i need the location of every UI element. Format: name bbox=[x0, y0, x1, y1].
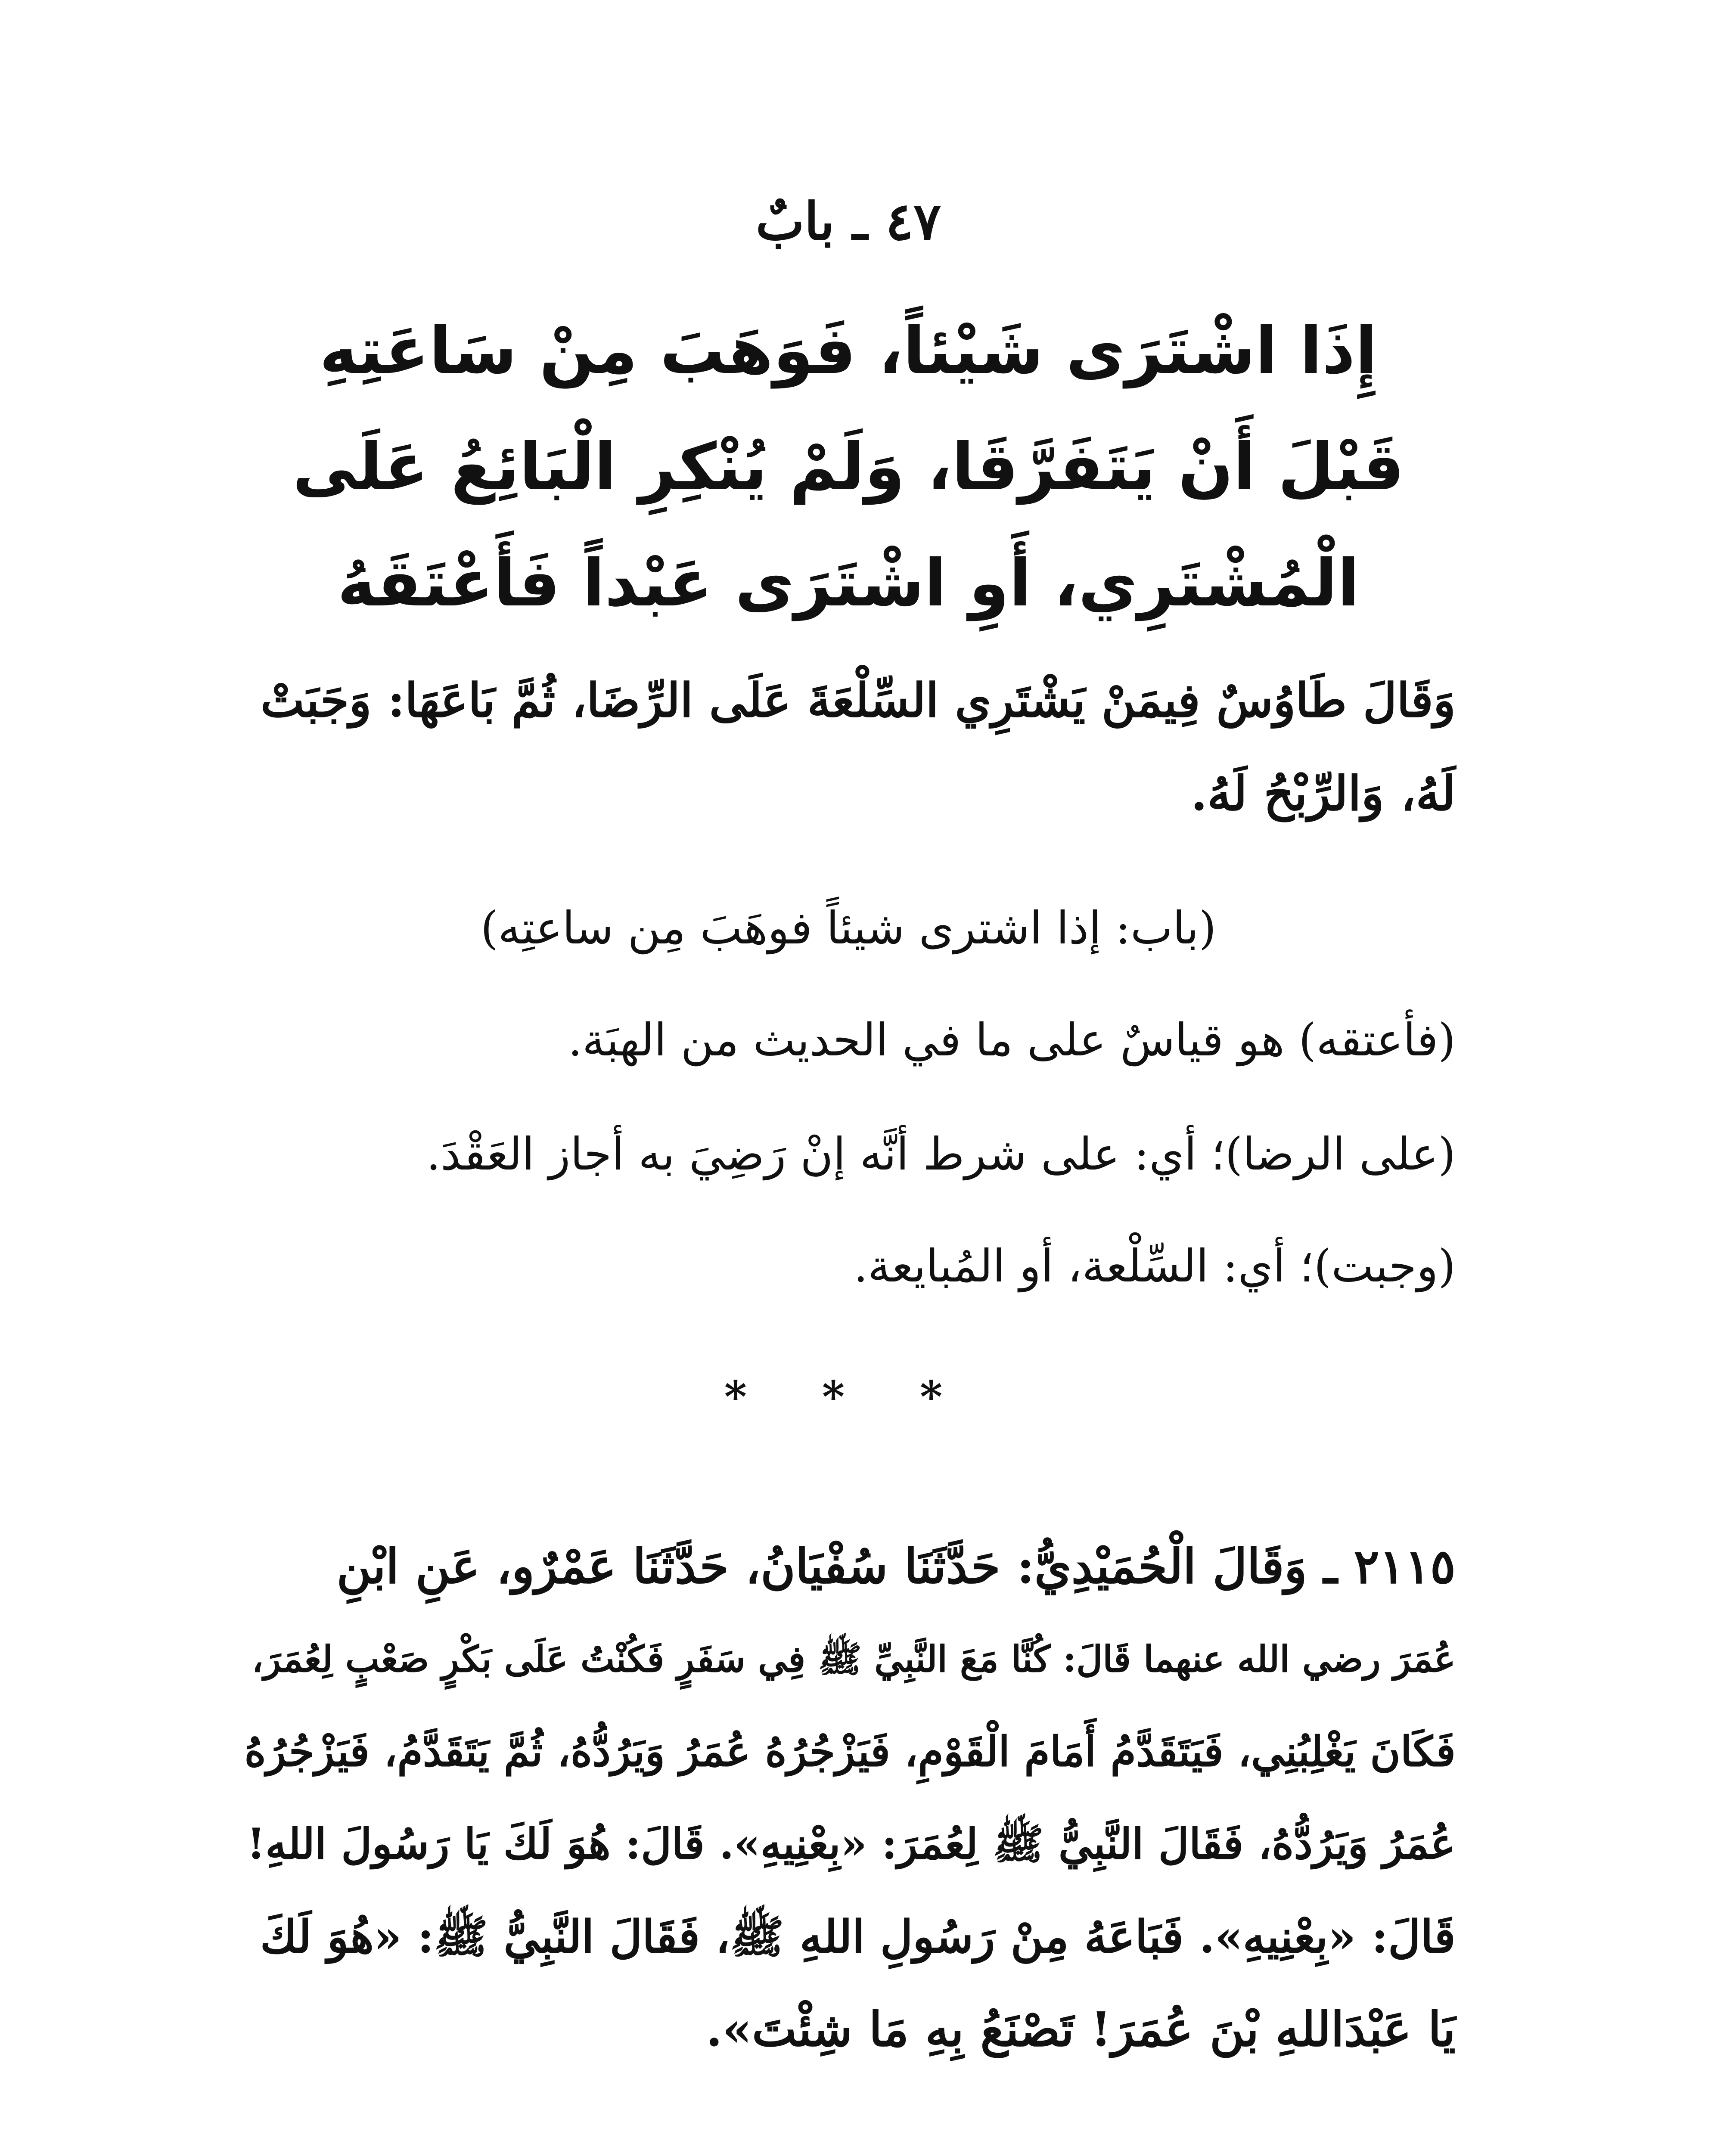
paragraph-line: وَقَالَ طَاوُسٌ فِيمَنْ يَشْتَرِي السِّلْعَةَ عَلَى الرِّضَا، ثُمَّ بَاعَهَا: وَجَبَتْ bbox=[260, 673, 1456, 728]
paragraph-line: لَهُ، وَالرِّبْحُ لَهُ. bbox=[1191, 766, 1456, 821]
note-ala-rida: (على الرضا)؛ أي: على شرط أنَّه إنْ رَضِيَ به أجاز العَقْدَ. bbox=[426, 1128, 1456, 1180]
paragraph-line: عُمَرُ وَيَرُدُّهُ، فَقَالَ النَّبِيُّ ﷺ لِعُمَرَ: «بِعْنِيهِ». قَالَ: هُوَ لَكَ يَا رَسُولَ اللهِ! bbox=[247, 1819, 1456, 1869]
paragraph-line: يَا عَبْدَاللهِ بْنَ عُمَرَ! تَصْنَعُ بِهِ مَا شِئْتَ». bbox=[706, 2001, 1456, 2057]
paragraph-line: قَالَ: «بِعْنِيهِ». فَبَاعَهُ مِنْ رَسُولِ اللهِ ﷺ، فَقَالَ النَّبِيُّ ﷺ: «هُوَ لَكَ bbox=[260, 1910, 1456, 1963]
paragraph-line: عُمَرَ رضي الله عنهما قَالَ: كُنَّا مَعَ النَّبِيِّ ﷺ فِي سَفَرٍ فَكُنْتُ عَلَى بَكْرٍ صَعْبٍ لِعُمَرَ، bbox=[252, 1638, 1456, 1680]
book-page bbox=[241, 0, 1456, 2153]
paragraph-line: ٢١١٥ ـ وَقَالَ الْحُمَيْدِيُّ: حَدَّثَنَا سُفْيَانُ، حَدَّثَنَا عَمْرٌو، عَنِ ابْنِ bbox=[336, 1539, 1456, 1594]
intro-paragraph bbox=[241, 655, 1456, 840]
note-wajabat: (وجبت)؛ أي: السِّلْعة، أو المُبايعة. bbox=[854, 1240, 1456, 1292]
chapter-title-line: قَبْلَ أَنْ يَتَفَرَّقَا، وَلَمْ يُنْكِرِ الْبَائِعُ عَلَى bbox=[292, 430, 1404, 505]
note-bab-heading: (باب: إذا اشترى شيئاً فوهَبَ مِن ساعتِه) bbox=[480, 902, 1217, 954]
section-separator: * * * bbox=[724, 1371, 973, 1422]
chapter-title-line: الْمُشْتَرِي، أَوِ اشْتَرَى عَبْداً فَأَعْتَقَهُ bbox=[337, 546, 1360, 621]
note-faatqahu: (فأعتقه) هو قياسٌ على ما في الحديث من الهبَة. bbox=[568, 1014, 1456, 1066]
chapter-title bbox=[241, 293, 1456, 642]
paragraph-line: فَكَانَ يَغْلِبُنِي، فَيَتَقَدَّمُ أَمَامَ الْقَوْمِ، فَيَزْجُرُهُ عُمَرُ وَيَرُدُّهُ، ثُمَّ يَتَقَدَّمُ، فَيَزْجُرُهُ bbox=[244, 1727, 1456, 1776]
chapter-number: ٤٧ ـ بابٌ bbox=[755, 191, 941, 252]
hadith-2115 bbox=[241, 1520, 1456, 2075]
chapter-title-line: إِذَا اشْتَرَى شَيْئاً، فَوَهَبَ مِنْ سَاعَتِهِ bbox=[319, 313, 1378, 388]
